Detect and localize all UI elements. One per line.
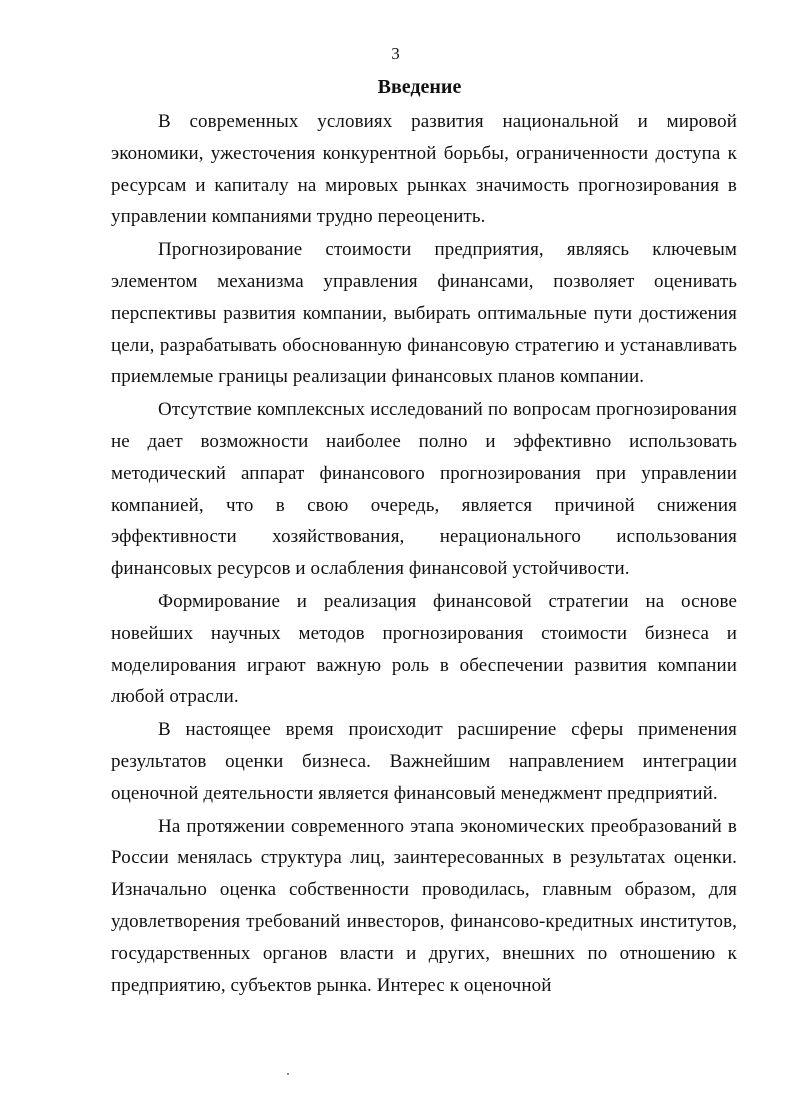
body-text [111, 106, 737, 1001]
scan-artifact-dot [287, 1073, 289, 1075]
paragraph-2: Прогнозирование стоимости предприятия, являясь ключевым элементом механизма управления финансами, позволяет оценивать перспективы развития компании, выбирать оптимальные пути достижения цели, разрабатывать обоснованную финансовую стратегию и устанавливать приемлемые границы реализации финансовых планов компании. [111, 239, 737, 388]
paragraph-5: В настоящее время происходит расширение сферы применения результатов оценки бизнеса. Важнейшим направлением интеграции оценочной деятельности является финансовый менеджмент предприятий. [111, 719, 737, 804]
paragraph-1: В современных условиях развития национальной и мировой экономики, ужесточения конкурентной борьбы, ограниченности доступа к ресурсам и капиталу на мировых рынках значимость прогнозирования в управлении компаниями трудно переоценить. [111, 111, 737, 228]
paragraph-6: На протяжении современного этапа экономических преобразований в России менялась структура лиц, заинтересованных в результатах оценки. Изначально оценка собственности проводилась, главным образом, для удовлетворения требований инвесторов, финансово-кредитных институтов, государственных органов власти и других, внешних по отношению к предприятию, субъектов рынка. Интерес к оценочной [111, 815, 737, 996]
page-number: 3 [391, 44, 400, 63]
paragraph-3: Отсутствие комплексных исследований по вопросам прогнозирования не дает возможности наиболее полно и эффективно использовать методический аппарат финансового прогнозирования при управлении компанией, что в свою очередь, является причиной снижения эффективности хозяйствования, нерационального использования финансовых ресурсов и ослабления финансовой устойчивости. [111, 399, 737, 580]
section-title: Введение [377, 76, 462, 98]
paragraph-4: Формирование и реализация финансовой стратегии на основе новейших научных методов прогнозирования стоимости бизнеса и моделирования играют важную роль в обеспечении развития компании любой отрасли. [111, 590, 737, 708]
